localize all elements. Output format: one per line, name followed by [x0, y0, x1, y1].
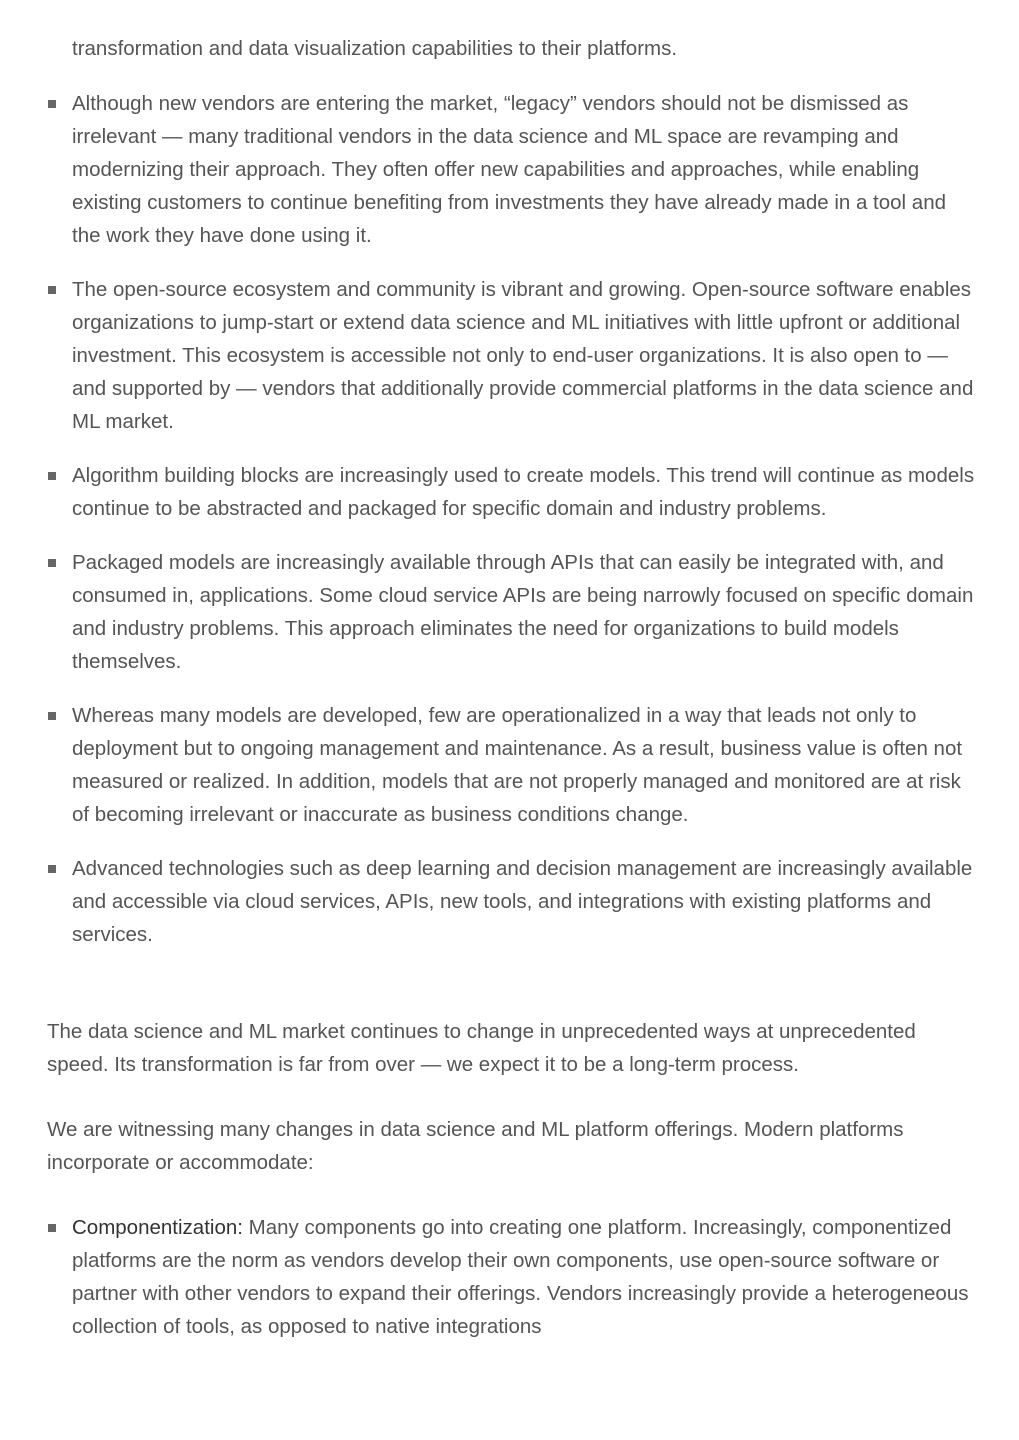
- square-bullet-icon: [48, 472, 56, 480]
- continuation-text: transformation and data visualization capabilities to their platforms.: [72, 37, 678, 60]
- bullet-item-algorithm-blocks: [47, 459, 977, 525]
- square-bullet-icon: [48, 100, 56, 108]
- bullet-text: Many components go into creating one platform. Increasingly, componentized platforms are the norm as vendors develop their own components, use open-source software or partner with other vendors to expand their offerings. Vendors increasingly provide a heterogeneous collection of tools, as opposed to native integrations: [72, 1216, 969, 1338]
- bullet-text: The open-source ecosystem and community is vibrant and growing. Open-source software enables organizations to jump-start or extend data science and ML initiatives with little upfront or additional investment. This ecosystem is accessible not only to end-user organizations. It is also open to — and supported by — vendors that additionally provide commercial platforms in the data science and ML market.: [72, 278, 974, 433]
- square-bullet-icon: [48, 1224, 56, 1232]
- square-bullet-icon: [48, 712, 56, 720]
- bullet-text: Packaged models are increasingly available through APIs that can easily be integrated with, and consumed in, applications. Some cloud service APIs are being narrowly focused on specific domain and industry problems. This approach eliminates the need for organizations to build models themselves.: [72, 551, 974, 673]
- square-bullet-icon: [48, 559, 56, 567]
- bullet-item-advanced-tech: [47, 852, 977, 951]
- paragraph-market-change: The data science and ML market continues to change in unprecedented ways at unprecedented speed. Its transformation is far from over — we expect it to be a long-term process.: [47, 1020, 916, 1076]
- trend-bullet-list: [47, 87, 977, 951]
- square-bullet-icon: [48, 865, 56, 873]
- bullet-text: Advanced technologies such as deep learning and decision management are increasingly available and accessible via cloud services, APIs, new tools, and integrations with existing platforms and services.: [72, 857, 973, 946]
- bullet-text: Whereas many models are developed, few are operationalized in a way that leads not only to deployment but to ongoing management and maintenance. As a result, business value is often not measured or realized. In addition, models that are not properly managed and monitored are at risk of becoming irrelevant or inaccurate as business conditions change.: [72, 704, 963, 826]
- bullet-item-packaged-models: [47, 546, 977, 678]
- square-bullet-icon: [48, 286, 56, 294]
- bullet-text: Algorithm building blocks are increasingly used to create models. This trend will continue as models continue to be abstracted and packaged for specific domain and industry problems.: [72, 464, 975, 520]
- bullet-item-componentization: [47, 1211, 977, 1343]
- bullet-item-legacy-vendors: [47, 87, 977, 252]
- document-page: [47, 32, 977, 1364]
- paragraph-platform-changes: We are witnessing many changes in data science and ML platform offerings. Modern platforms incorporate or accommodate:: [47, 1118, 904, 1174]
- bullet-term: Componentization:: [72, 1216, 243, 1239]
- bullet-text: Although new vendors are entering the market, “legacy” vendors should not be dismissed as irrelevant — many traditional vendors in the data science and ML space are revamping and modernizing their approach. They often offer new capabilities and approaches, while enabling existing customers to continue benefiting from investments they have already made in a tool and the work they have done using it.: [72, 92, 947, 247]
- platform-feature-list: [47, 1211, 977, 1343]
- bullet-item-open-source: [47, 273, 977, 438]
- bullet-item-operationalization: [47, 699, 977, 831]
